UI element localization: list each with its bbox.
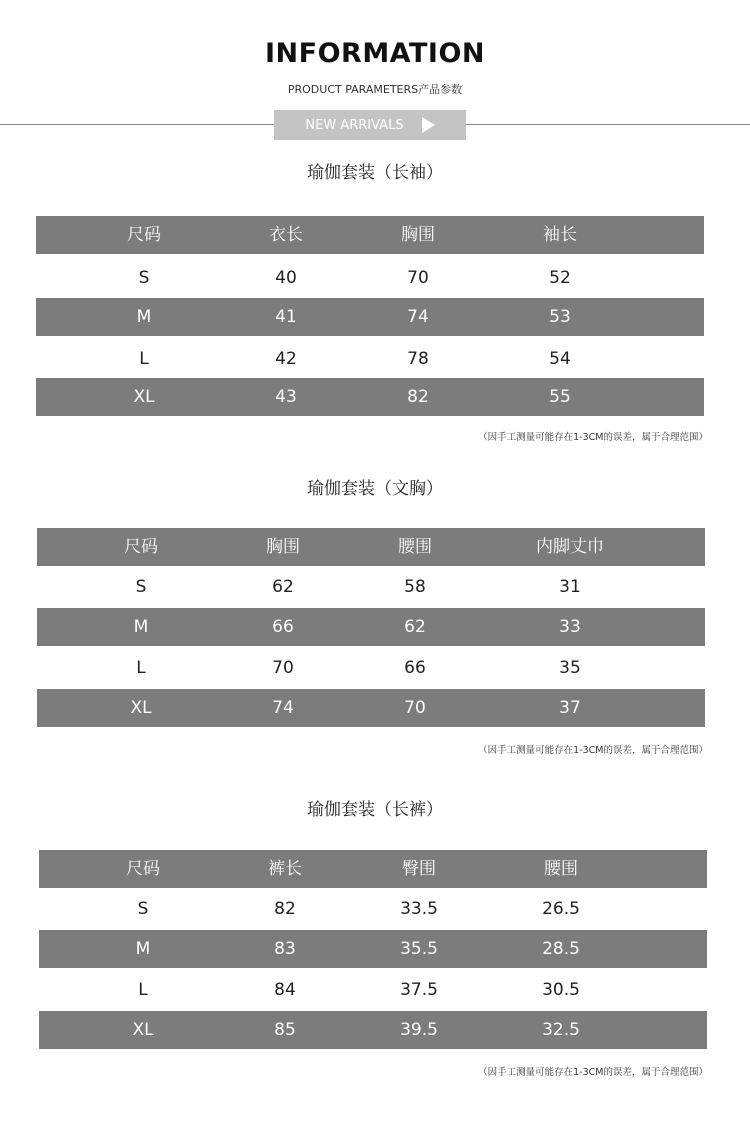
table-cell: M bbox=[133, 617, 149, 637]
table-cell: L bbox=[136, 658, 146, 678]
table-header-row bbox=[37, 528, 705, 566]
table-cell: S bbox=[135, 577, 147, 597]
table-row bbox=[36, 298, 704, 336]
table-cell: XL bbox=[130, 698, 152, 718]
measurement-note: （因手工测量可能存在1-3CM的误差，属于合理范围） bbox=[478, 432, 708, 443]
table-cell: 37 bbox=[559, 698, 581, 718]
table-cell: 33.5 bbox=[400, 899, 438, 919]
table-header-cell: 腰围 bbox=[544, 859, 578, 879]
section-title: 瑜伽套装（长袖） bbox=[307, 163, 443, 183]
table-cell: 39.5 bbox=[400, 1020, 438, 1040]
table-cell: 52 bbox=[549, 268, 571, 288]
table-cell: 74 bbox=[272, 698, 294, 718]
table-cell: 33 bbox=[559, 617, 581, 637]
table-cell: 30.5 bbox=[542, 980, 580, 1000]
measurement-note: （因手工测量可能存在1-3CM的误差，属于合理范围） bbox=[478, 745, 708, 756]
table-header-cell: 裤长 bbox=[268, 859, 302, 879]
table-cell: 66 bbox=[404, 658, 426, 678]
banner-label: NEW ARRIVALS bbox=[305, 117, 404, 133]
new-arrivals-banner bbox=[274, 110, 466, 140]
table-header-cell: 衣长 bbox=[269, 225, 303, 245]
table-header-row bbox=[36, 216, 704, 254]
table-cell: 62 bbox=[272, 577, 294, 597]
table-cell: 70 bbox=[272, 658, 294, 678]
table-cell: 78 bbox=[407, 349, 429, 369]
table-header-cell: 袖长 bbox=[543, 225, 577, 245]
play-triangle-icon bbox=[422, 117, 435, 133]
page-title: INFORMATION bbox=[264, 38, 485, 69]
table-row bbox=[39, 971, 707, 1009]
table-cell: 37.5 bbox=[400, 980, 438, 1000]
table-cell: 74 bbox=[407, 307, 429, 327]
table-cell: 83 bbox=[274, 939, 296, 959]
table-row bbox=[37, 608, 705, 646]
table-row bbox=[37, 568, 705, 606]
table-header-cell: 尺码 bbox=[126, 859, 160, 879]
table-header-row bbox=[39, 850, 707, 888]
section-title: 瑜伽套装（长裤） bbox=[307, 800, 443, 820]
table-cell: XL bbox=[132, 1020, 154, 1040]
table-cell: 54 bbox=[549, 349, 571, 369]
page-subtitle: PRODUCT PARAMETERS产品参数 bbox=[287, 83, 463, 96]
table-cell: 41 bbox=[275, 307, 297, 327]
table-header-cell: 尺码 bbox=[127, 225, 161, 245]
table-cell: 70 bbox=[404, 698, 426, 718]
table-cell: 32.5 bbox=[542, 1020, 580, 1040]
table-row bbox=[39, 930, 707, 968]
table-cell: 82 bbox=[274, 899, 296, 919]
table-cell: 28.5 bbox=[542, 939, 580, 959]
table-cell: 35 bbox=[559, 658, 581, 678]
measurement-note: （因手工测量可能存在1-3CM的误差，属于合理范围） bbox=[478, 1067, 708, 1078]
table-cell: 43 bbox=[275, 387, 297, 407]
table-cell: XL bbox=[133, 387, 155, 407]
table-cell: 82 bbox=[407, 387, 429, 407]
table-cell: 40 bbox=[275, 268, 297, 288]
section-title: 瑜伽套装（文胸） bbox=[307, 479, 443, 499]
table-cell: 66 bbox=[272, 617, 294, 637]
table-cell: M bbox=[135, 939, 151, 959]
table-cell: 55 bbox=[549, 387, 571, 407]
table-cell: L bbox=[138, 980, 148, 1000]
table-cell: S bbox=[137, 899, 149, 919]
table-row bbox=[37, 649, 705, 687]
table-row bbox=[36, 378, 704, 416]
table-cell: 84 bbox=[274, 980, 296, 1000]
table-header-cell: 臀围 bbox=[402, 859, 436, 879]
table-cell: 35.5 bbox=[400, 939, 438, 959]
table-cell: 31 bbox=[559, 577, 581, 597]
table-row bbox=[39, 890, 707, 928]
table-header-cell: 胸围 bbox=[266, 537, 300, 557]
table-cell: 62 bbox=[404, 617, 426, 637]
table-header-cell: 尺码 bbox=[124, 537, 158, 557]
table-header-cell: 腰围 bbox=[398, 537, 432, 557]
table-cell: 70 bbox=[407, 268, 429, 288]
table-row bbox=[37, 689, 705, 727]
table-cell: 42 bbox=[275, 349, 297, 369]
table-cell: 53 bbox=[549, 307, 571, 327]
table-cell: 85 bbox=[274, 1020, 296, 1040]
table-header-cell: 胸围 bbox=[401, 225, 435, 245]
table-row bbox=[39, 1011, 707, 1049]
table-row bbox=[36, 340, 704, 378]
table-cell: S bbox=[138, 268, 150, 288]
table-cell: L bbox=[139, 349, 149, 369]
table-cell: 26.5 bbox=[542, 899, 580, 919]
table-cell: 58 bbox=[404, 577, 426, 597]
table-row bbox=[36, 259, 704, 297]
table-cell: M bbox=[136, 307, 152, 327]
table-header-cell: 内脚丈巾 bbox=[536, 537, 604, 557]
